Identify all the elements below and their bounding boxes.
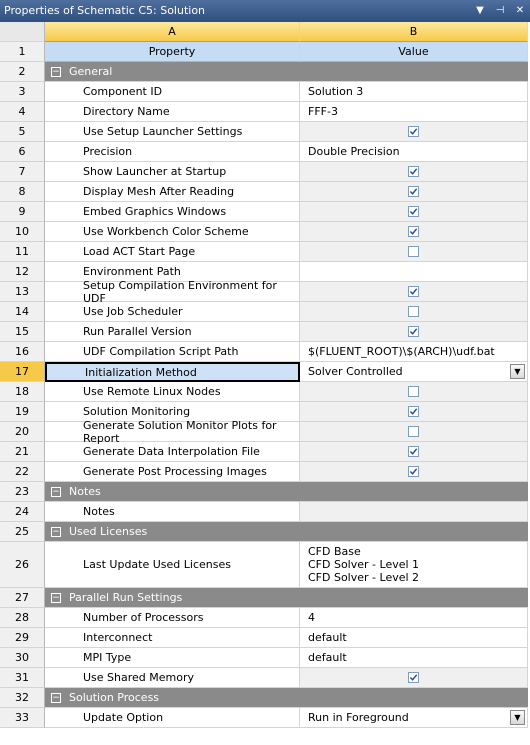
property-column-header[interactable]: Property	[45, 42, 300, 62]
property-value[interactable]	[300, 402, 528, 422]
property-label[interactable]: Initialization Method	[45, 362, 300, 382]
property-label[interactable]: Load ACT Start Page	[45, 242, 300, 262]
row-number[interactable]: 15	[0, 322, 45, 342]
value-text: default	[308, 651, 347, 664]
row-number[interactable]	[0, 22, 45, 42]
table-row	[0, 102, 530, 122]
property-value[interactable]	[300, 462, 528, 482]
collapse-icon[interactable]: −	[52, 592, 60, 603]
checkbox[interactable]	[408, 226, 419, 237]
property-label[interactable]: Generate Post Processing Images	[45, 462, 300, 482]
property-value[interactable]	[300, 342, 528, 362]
row-number[interactable]: 23	[0, 482, 45, 502]
property-label[interactable]: Use Remote Linux Nodes	[45, 382, 300, 402]
group-notes	[0, 482, 530, 502]
property-value[interactable]	[300, 628, 528, 648]
property-label[interactable]: UDF Compilation Script Path	[45, 342, 300, 362]
property-value[interactable]	[300, 202, 528, 222]
row-number[interactable]: 33	[0, 708, 45, 728]
window-titlebar	[0, 0, 530, 22]
property-value[interactable]	[300, 668, 528, 688]
checkmark-icon	[409, 467, 418, 476]
property-label[interactable]: Environment Path	[45, 262, 300, 282]
property-label[interactable]: Directory Name	[45, 102, 300, 122]
group-parallel	[0, 588, 530, 608]
row-number[interactable]: 8	[0, 182, 45, 202]
table-row	[0, 542, 530, 588]
dropdown-select[interactable]	[308, 708, 527, 727]
row-number[interactable]: 19	[0, 402, 45, 422]
license-line: CFD Solver - Level 1	[308, 558, 420, 571]
licenses-value[interactable]	[300, 542, 528, 588]
table-row	[0, 142, 530, 162]
checkmark-icon	[409, 287, 418, 296]
property-label[interactable]: Update Option	[45, 708, 300, 728]
row-number[interactable]: 30	[0, 648, 45, 668]
property-label[interactable]: Generate Solution Monitor Plots for Report	[45, 422, 300, 442]
checkbox[interactable]	[408, 672, 419, 683]
property-label[interactable]: Run Parallel Version	[45, 322, 300, 342]
row-number[interactable]: 16	[0, 342, 45, 362]
dropdown-select[interactable]	[308, 362, 527, 381]
table-row	[0, 122, 530, 142]
group-header[interactable]	[45, 588, 528, 608]
checkbox[interactable]	[408, 446, 419, 457]
property-value[interactable]	[300, 282, 528, 302]
table-row	[0, 202, 530, 222]
row-number[interactable]: 2	[0, 62, 45, 82]
table-row	[0, 342, 530, 362]
property-value[interactable]	[300, 362, 528, 382]
group-label: Solution Process	[69, 691, 160, 704]
table-row	[0, 668, 530, 688]
property-label[interactable]: Component ID	[45, 82, 300, 102]
column-b-header[interactable]: B	[300, 22, 528, 42]
value-column-header[interactable]: Value	[300, 42, 528, 62]
column-title-header	[0, 42, 530, 62]
checkmark-icon	[409, 187, 418, 196]
table-row	[0, 278, 530, 305]
table-row	[0, 242, 530, 262]
row-number[interactable]: 32	[0, 688, 45, 708]
table-row	[0, 502, 530, 522]
checkbox[interactable]	[408, 426, 419, 437]
table-row	[0, 322, 530, 342]
row-number[interactable]: 11	[0, 242, 45, 262]
table-row	[0, 442, 530, 462]
property-value[interactable]	[300, 222, 528, 242]
checkbox[interactable]	[408, 286, 419, 297]
row-number[interactable]: 4	[0, 102, 45, 122]
checkmark-icon	[409, 447, 418, 456]
property-label[interactable]: Last Update Used Licenses	[45, 542, 300, 588]
group-label: Parallel Run Settings	[69, 591, 183, 604]
group-header[interactable]	[45, 482, 528, 502]
notes-value[interactable]	[300, 502, 528, 522]
checkbox[interactable]	[408, 126, 419, 137]
property-value[interactable]	[300, 162, 528, 182]
row-number[interactable]: 10	[0, 222, 45, 242]
row-number[interactable]: 17	[0, 362, 45, 382]
property-label[interactable]: Use Job Scheduler	[45, 302, 300, 322]
row-number[interactable]: 20	[0, 422, 45, 442]
row-number[interactable]: 27	[0, 588, 45, 608]
table-row	[0, 362, 530, 382]
pin-icon[interactable]: ⊣	[495, 5, 505, 16]
row-number[interactable]: 9	[0, 202, 45, 222]
group-header[interactable]	[45, 62, 528, 82]
table-row	[0, 182, 530, 202]
collapse-icon[interactable]: −	[52, 526, 60, 537]
checkmark-icon	[409, 673, 418, 682]
row-number[interactable]: 26	[0, 542, 45, 588]
value-text: FFF-3	[308, 105, 338, 118]
value-text: $(FLUENT_ROOT)\$(ARCH)\udf.bat	[308, 345, 495, 358]
dropdown-value: Run in Foreground	[308, 711, 409, 724]
property-value[interactable]	[300, 708, 528, 728]
checkmark-icon	[409, 327, 418, 336]
license-line: CFD Solver - Level 2	[308, 571, 420, 584]
row-number[interactable]: 7	[0, 162, 45, 182]
row-number[interactable]: 14	[0, 302, 45, 322]
checkbox[interactable]	[408, 306, 419, 317]
table-row	[0, 418, 530, 445]
group-label: Notes	[69, 485, 101, 498]
row-number[interactable]: 5	[0, 122, 45, 142]
chevron-down-icon[interactable]: ▼	[510, 364, 525, 379]
dropdown-value: Solver Controlled	[308, 365, 403, 378]
property-label[interactable]: Show Launcher at Startup	[45, 162, 300, 182]
column-letter-header	[0, 22, 530, 42]
property-value[interactable]	[300, 322, 528, 342]
property-label[interactable]: Use Setup Launcher Settings	[45, 122, 300, 142]
property-label[interactable]: Generate Data Interpolation File	[45, 442, 300, 462]
row-number[interactable]: 12	[0, 262, 45, 282]
property-value[interactable]	[300, 648, 528, 668]
row-number[interactable]: 29	[0, 628, 45, 648]
property-value[interactable]	[300, 102, 528, 122]
row-number[interactable]: 22	[0, 462, 45, 482]
collapse-icon[interactable]: −	[52, 486, 60, 497]
checkmark-icon	[409, 207, 418, 216]
property-value[interactable]	[300, 182, 528, 202]
checkbox[interactable]	[408, 406, 419, 417]
property-value[interactable]	[300, 608, 528, 628]
checkbox[interactable]	[408, 386, 419, 397]
close-icon[interactable]: ✕	[515, 5, 525, 16]
checkbox[interactable]	[408, 166, 419, 177]
table-row	[0, 302, 530, 322]
row-number[interactable]: 13	[0, 282, 45, 302]
property-label[interactable]: MPI Type	[45, 648, 300, 668]
property-label[interactable]: Embed Graphics Windows	[45, 202, 300, 222]
checkbox[interactable]	[408, 326, 419, 337]
property-value[interactable]	[300, 382, 528, 402]
group-label: Used Licenses	[69, 525, 148, 538]
property-value[interactable]	[300, 442, 528, 462]
property-value[interactable]	[300, 82, 528, 102]
property-value[interactable]	[300, 422, 528, 442]
property-value[interactable]	[300, 142, 528, 162]
row-number[interactable]: 24	[0, 502, 45, 522]
table-row	[0, 82, 530, 102]
chevron-down-icon[interactable]: ▼	[510, 710, 525, 725]
table-row	[0, 708, 530, 728]
table-row	[0, 382, 530, 402]
property-label[interactable]: Use Shared Memory	[45, 668, 300, 688]
row-number[interactable]: 6	[0, 142, 45, 162]
checkbox[interactable]	[408, 206, 419, 217]
collapse-icon[interactable]: −	[52, 66, 60, 77]
property-label[interactable]: Notes	[45, 502, 300, 522]
table-row	[0, 608, 530, 628]
group-header[interactable]	[45, 522, 528, 542]
table-row	[0, 462, 530, 482]
license-line: CFD Base	[308, 545, 361, 558]
value-text: Solution 3	[308, 85, 364, 98]
table-row	[0, 162, 530, 182]
checkmark-icon	[409, 227, 418, 236]
value-text: default	[308, 631, 347, 644]
property-value[interactable]	[300, 262, 528, 282]
group-licenses	[0, 522, 530, 542]
checkbox[interactable]	[408, 186, 419, 197]
value-text: Double Precision	[308, 145, 400, 158]
property-label[interactable]: Interconnect	[45, 628, 300, 648]
property-label[interactable]: Setup Compilation Environment for UDF	[45, 282, 300, 302]
property-label[interactable]: Display Mesh After Reading	[45, 182, 300, 202]
window-title: Properties of Schematic C5: Solution	[4, 4, 206, 17]
property-label[interactable]: Precision	[45, 142, 300, 162]
property-value[interactable]	[300, 122, 528, 142]
table-row	[0, 628, 530, 648]
row-number[interactable]: 31	[0, 668, 45, 688]
row-number[interactable]: 1	[0, 42, 45, 62]
property-label[interactable]: Number of Processors	[45, 608, 300, 628]
checkbox[interactable]	[408, 246, 419, 257]
property-label[interactable]: Use Workbench Color Scheme	[45, 222, 300, 242]
row-number[interactable]: 28	[0, 608, 45, 628]
table-row	[0, 222, 530, 242]
value-text: 4	[308, 611, 315, 624]
property-value[interactable]	[300, 242, 528, 262]
group-label: General	[69, 65, 113, 78]
checkmark-icon	[409, 127, 418, 136]
property-value[interactable]	[300, 302, 528, 322]
row-number[interactable]: 18	[0, 382, 45, 402]
group-process	[0, 688, 530, 708]
table-row	[0, 648, 530, 668]
dropdown-arrow-icon[interactable]: ▼	[476, 5, 484, 16]
checkmark-icon	[409, 407, 418, 416]
row-number[interactable]: 25	[0, 522, 45, 542]
group-general	[0, 62, 530, 82]
property-label[interactable]: Solution Monitoring	[45, 402, 300, 422]
checkmark-icon	[409, 167, 418, 176]
group-header[interactable]	[45, 688, 528, 708]
row-number[interactable]: 3	[0, 82, 45, 102]
checkbox[interactable]	[408, 466, 419, 477]
row-number[interactable]: 21	[0, 442, 45, 462]
column-a-header[interactable]: A	[45, 22, 300, 42]
collapse-icon[interactable]: −	[52, 692, 60, 703]
